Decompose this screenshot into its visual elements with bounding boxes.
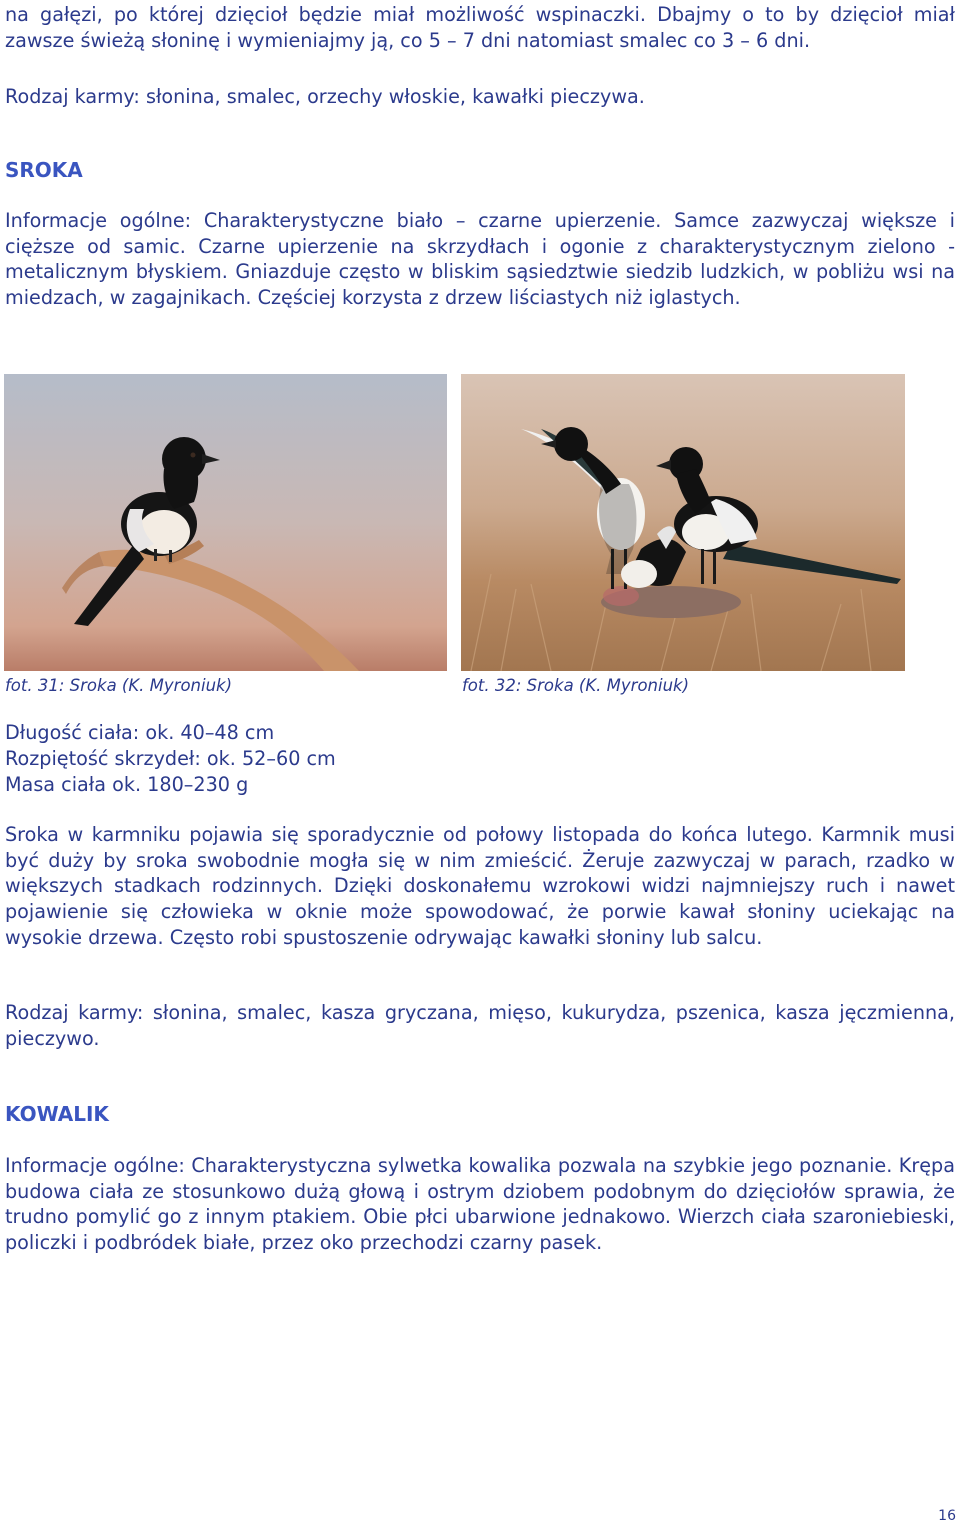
sroka-info-paragraph: Informacje ogólne: Charakterystyczne biało – czarne upierzenie. Samce zazwyczaj większe i cięższe od samic. Czarne upierzenie na skrzydłach i ogonie z charakterystycznym zielono - metalicznym błyskiem. Gniazduje często w bliskim sąsiedztwie siedzib ludzkich, w pobliżu wsi na miedzach, w zagajnikach. Częściej korzysta z drzew liściastych niż iglastych. [5,209,955,310]
sroka-feeder-paragraph: Sroka w karmniku pojawia się sporadycznie od połowy listopada do końca lutego. Karmnik musi być duży by sroka swobodnie mogła się w nim zmieścić. Żeruje zazwyczaj w parach, rzadko w większych stadkach rodzinnych. Dzięki doskonałemu wzrokowi widzi najmniejszy ruch i nawet pojawienie się człowieka w oknie może spowodować, że porwie kawał słoniny uciekając na wysokie drzewa. Często robi spustoszenie odrywając kawałki słoniny lub salcu. [5,823,955,949]
photo-sroka-2 [461,374,905,671]
photo-caption-32: fot. 32: Sroka (K. Myroniuk) [462,676,690,695]
page-number: 16 [938,1508,956,1524]
three-magpies-image [461,374,905,671]
sroka-mass: Masa ciała ok. 180–230 g [5,773,249,796]
intro-paragraph: na gałęzi, po której dzięcioł będzie miał możliwość wspinaczki. Dbajmy o to by dzięcioł miał zawsze świeżą słoninę i wymieniajmy ją, co 5 – 7 dni natomiast smalec co 3 – 6 dni. [5,3,955,52]
sroka-wingspan: Rozpiętość skrzydeł: ok. 52–60 cm [5,747,336,770]
magpie-on-branch-image [4,374,447,671]
intro-food-paragraph: Rodzaj karmy: słonina, smalec, orzechy włoskie, kawałki pieczywa. [5,85,645,108]
kowalik-heading: KOWALIK [5,1102,109,1126]
photo-sroka-1 [4,374,447,671]
photo-caption-31: fot. 31: Sroka (K. Myroniuk) [5,676,233,695]
sroka-heading: SROKA [5,158,83,182]
sroka-length: Długość ciała: ok. 40–48 cm [5,721,275,744]
kowalik-info-paragraph: Informacje ogólne: Charakterystyczna sylwetka kowalika pozwala na szybkie jego poznanie. Krępa budowa ciała ze stosunkowo dużą głową i ostrym dziobem podobnym do dzięciołów sprawia, że trudno pomylić go z innym ptakiem. Obie płci ubarwione jednakowo. Wierzch ciała szaroniebieski, policzki i podbródek białe, przez oko przechodzi czarny pasek. [5,1154,955,1255]
sroka-food-paragraph: Rodzaj karmy: słonina, smalec, kasza gryczana, mięso, kukurydza, pszenica, kasza jęczmienna, pieczywo. [5,1001,955,1050]
